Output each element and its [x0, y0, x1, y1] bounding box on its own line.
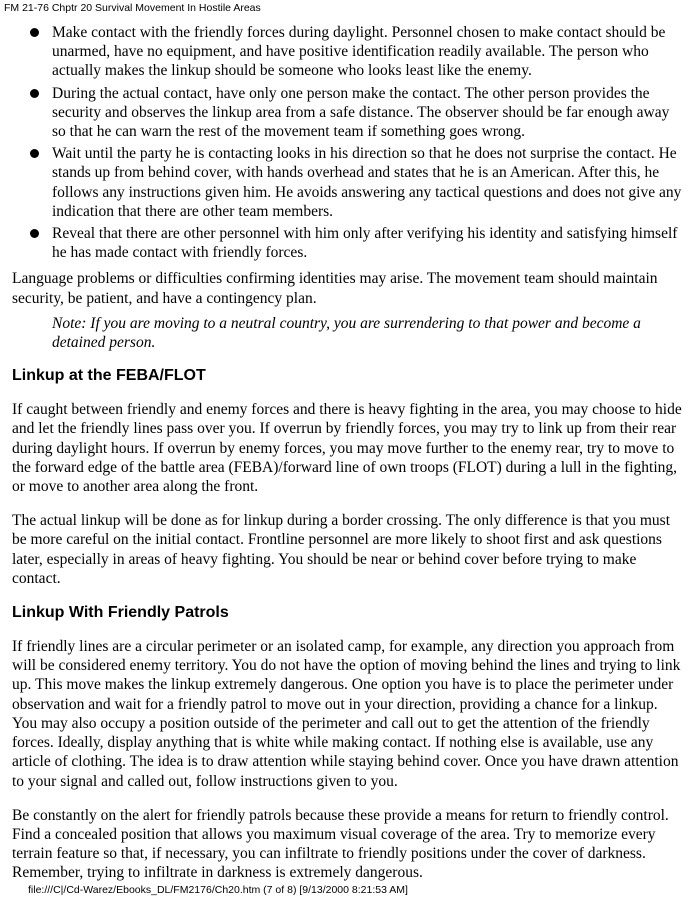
patrols-paragraph: Be constantly on the alert for friendly patrols because these provide a means for return to friendly control. Find a concealed position that allows you maximum visual coverage of the area. Try to memorize every terrain feature so that, if necessary, you can infiltrate to friendly positions under the cover of darkness. Remember, trying to infiltrate in darkness is extremely dangerous.	[12, 806, 669, 882]
feba-paragraph: If caught between friendly and enemy forces and there is heavy fighting in the area, you may choose to hide and let the friendly lines pass over you. If overrun by friendly forces, you may try to link up from their rear during daylight hours. If overrun by enemy forces, you may move further to the enemy rear, try to move to the forward edge of the battle area (FEBA)/forward line of own troops (FLOT) during a lull in the fighting, or move to another area along the front.	[12, 401, 682, 496]
document-body	[12, 23, 684, 898]
section-heading-feba: Linkup at the FEBA/FLOT	[12, 367, 206, 385]
note-paragraph: Note: If you are moving to a neutral country, you are surrendering to that power and become a detained person.	[52, 314, 641, 352]
feba-paragraph: The actual linkup will be done as for linkup during a border crossing. The only difference is that you must be more careful on the initial contact. Frontline personnel are more likely to shoot first and ask questions later, especially in areas of heavy fighting. You should be near or behind cover before trying to make contact.	[12, 512, 671, 587]
section-heading-patrols: Linkup With Friendly Patrols	[12, 604, 229, 622]
list-item: Reveal that there are other personnel with him only after verifying his identity and satisfying himself he has made contact with friendly forces.	[52, 224, 684, 262]
list-item: During the actual contact, have only one person make the contact. The other person provides the security and observes the linkup area from a safe distance. The observer should be far enough away so that he can warn the rest of the movement team if something goes wrong.	[52, 84, 684, 142]
list-item: Wait until the party he is contacting looks in his direction so that he does not surprise the contact. He stands up from behind cover, with hands overhead and states that he is an American. After this, he follows any instructions given him. He avoids answering any tactical questions and does not give any indication that there are other team members.	[52, 144, 684, 221]
contact-procedure-list	[12, 23, 684, 262]
language-paragraph: Language problems or difficulties confirming identities may arise. The movement team should maintain security, be patient, and have a contingency plan.	[12, 270, 658, 307]
page-footer-source-url: file:///C|/Cd-Warez/Ebooks_DL/FM2176/Ch20.htm (7 of 8) [9/13/2000 8:21:53 AM]	[28, 884, 408, 896]
page-header: FM 21-76 Chptr 20 Survival Movement In Hostile Areas	[4, 2, 261, 14]
list-item: Make contact with the friendly forces during daylight. Personnel chosen to make contact should be unarmed, have no equipment, and have positive identification readily available. The person who actually makes the linkup should be someone who looks least like the enemy.	[52, 23, 684, 81]
patrols-paragraph: If friendly lines are a circular perimeter or an isolated camp, for example, any direction you approach from will be considered enemy territory. You do not have the option of moving behind the lines and trying to link up. This move makes the linkup extremely dangerous. One option you have is to place the perimeter under observation and wait for a friendly patrol to move out in your direction, providing a chance for a linkup. You may also occupy a position outside of the perimeter and call out to get the attention of the friendly forces. Ideally, display anything that is white while making contact. If nothing else is available, use any article of clothing. The idea is to draw attention while staying behind cover. Once you have drawn attention to your signal and called out, follow instructions given to you.	[12, 638, 681, 790]
